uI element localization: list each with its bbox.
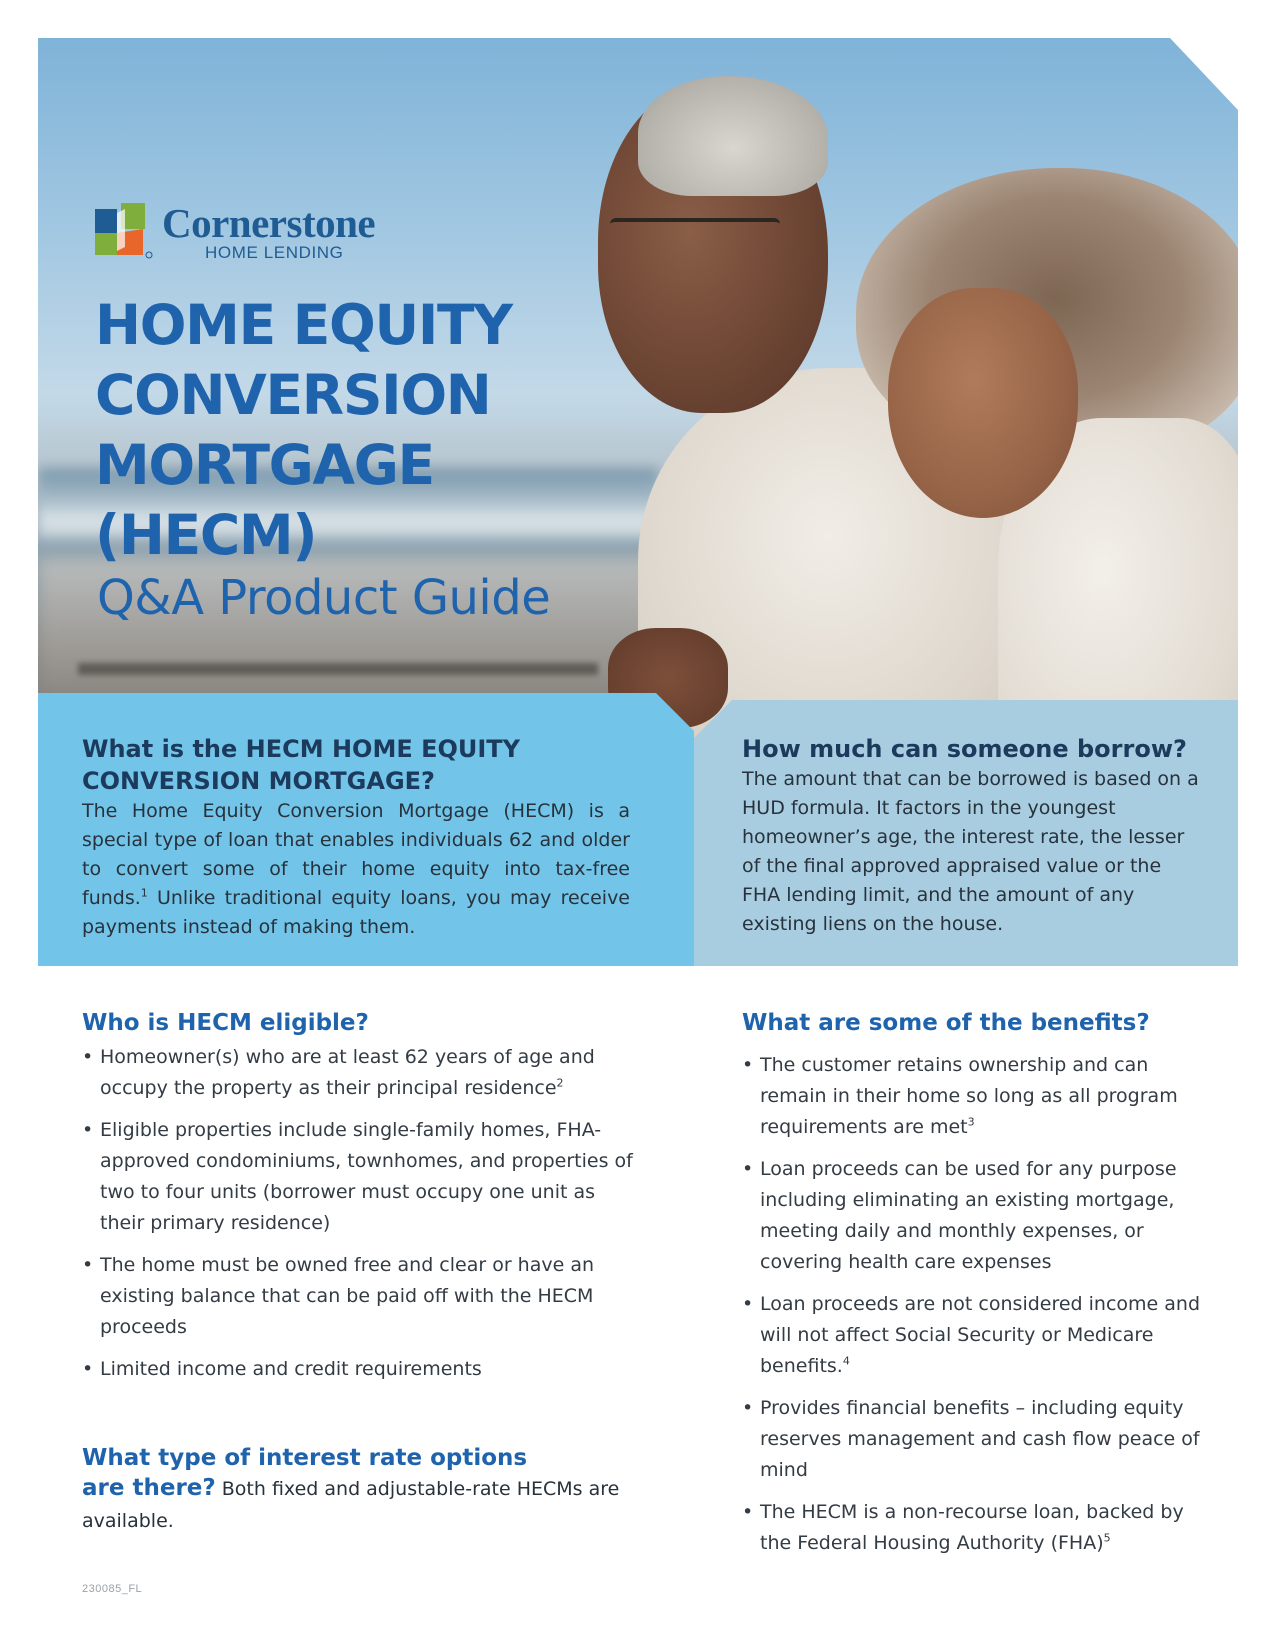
list-item <box>742 1289 1212 1382</box>
list-item-text: Provides financial benefits – including equity reserves management and cash flow peace of mind <box>760 1397 1200 1481</box>
logo-name: Cornerstone <box>162 200 376 246</box>
section-body <box>82 1473 642 1537</box>
section-heading: Who is HECM eligible? <box>82 1010 369 1036</box>
title-line: (HECM) <box>95 503 317 567</box>
body-text: The Home Equity Conversion Mortgage (HECM) is a special type of loan that enables individuals 62 and older to convert some of their home equity into tax-free funds. <box>82 800 630 909</box>
section-heading-continued: are there? <box>82 1475 216 1501</box>
section-heading: What are some of the benefits? <box>742 1010 1150 1036</box>
how-much-borrow-section <box>742 733 1202 939</box>
section-body <box>82 797 630 942</box>
eligibility-section <box>82 1008 642 1396</box>
list-item-text: Eligible properties include single-family homes, FHA-approved condominiums, townhomes, and properties of two to four units (borrower must occupy one unit as their primary residence) <box>100 1119 633 1234</box>
list-item <box>82 1354 642 1385</box>
list-item <box>742 1393 1212 1486</box>
list-item <box>82 1115 642 1239</box>
list-item-text: Loan proceeds are not considered income and will not affect Social Security or Medicare benefits. <box>760 1293 1201 1377</box>
section-heading: What type of interest rate options <box>82 1445 528 1471</box>
title-line: CONVERSION <box>95 363 491 427</box>
footnote-marker: 1 <box>140 886 148 900</box>
list-item <box>742 1050 1212 1143</box>
footnote-marker: 2 <box>556 1076 564 1090</box>
glasses <box>610 218 780 262</box>
list-item <box>742 1497 1212 1559</box>
section-body: The amount that can be borrowed is based on a HUD formula. It factors in the youngest homeowner’s age, the interest rate, the lesser of the final approved appraised value or the FHA lending limit, and the amount of any existing liens on the house. <box>742 768 1199 935</box>
title-line: MORTGAGE <box>95 433 434 497</box>
document-code: 230085_FL <box>82 1583 143 1595</box>
list-item-text: Loan proceeds can be used for any purpose including eliminating an existing mortgage, meeting daily and monthly expenses, or covering health care expenses <box>760 1158 1177 1273</box>
section-heading: What is the HECM HOME EQUITY CONVERSION MORTGAGE? <box>82 735 521 795</box>
section-heading: How much can someone borrow? <box>742 735 1187 763</box>
list-item <box>742 1154 1212 1278</box>
list-item <box>82 1042 642 1104</box>
body-text: Unlike traditional equity loans, you may receive payments instead of making them. <box>82 887 630 938</box>
body-text: Both fixed and adjustable-rate HECMs are available. <box>82 1478 620 1532</box>
interest-rate-section <box>82 1443 642 1537</box>
woman-face <box>888 288 1078 518</box>
company-logo <box>95 200 415 263</box>
title-line: HOME EQUITY <box>95 293 512 357</box>
list-item <box>82 1250 642 1343</box>
eligibility-list <box>82 1042 642 1385</box>
list-item-text: The customer retains ownership and can remain in their home so long as all program requirements are met <box>760 1054 1178 1138</box>
what-is-hecm-section <box>82 733 630 942</box>
benefits-section <box>742 1008 1212 1570</box>
footnote-marker: 3 <box>967 1115 975 1129</box>
list-item-text: Limited income and credit requirements <box>100 1358 482 1380</box>
page-title <box>95 290 615 570</box>
list-item-text: The home must be owned free and clear or have an existing balance that can be paid off with the HECM proceeds <box>100 1254 595 1338</box>
list-item-text: The HECM is a non-recourse loan, backed by the Federal Housing Authority (FHA) <box>760 1501 1184 1554</box>
man-hair <box>638 76 828 196</box>
footnote-marker: 4 <box>842 1354 850 1368</box>
footnote-marker: 5 <box>1103 1531 1111 1545</box>
railing-background <box>78 663 598 675</box>
page-subtitle: Q&A Product Guide <box>97 570 551 626</box>
logo-tagline: HOME LENDING <box>205 243 344 262</box>
benefits-list <box>742 1050 1212 1559</box>
list-item-text: Homeowner(s) who are at least 62 years of age and occupy the property as their principal residence <box>100 1046 595 1099</box>
cornerstone-logo-icon <box>95 203 155 261</box>
